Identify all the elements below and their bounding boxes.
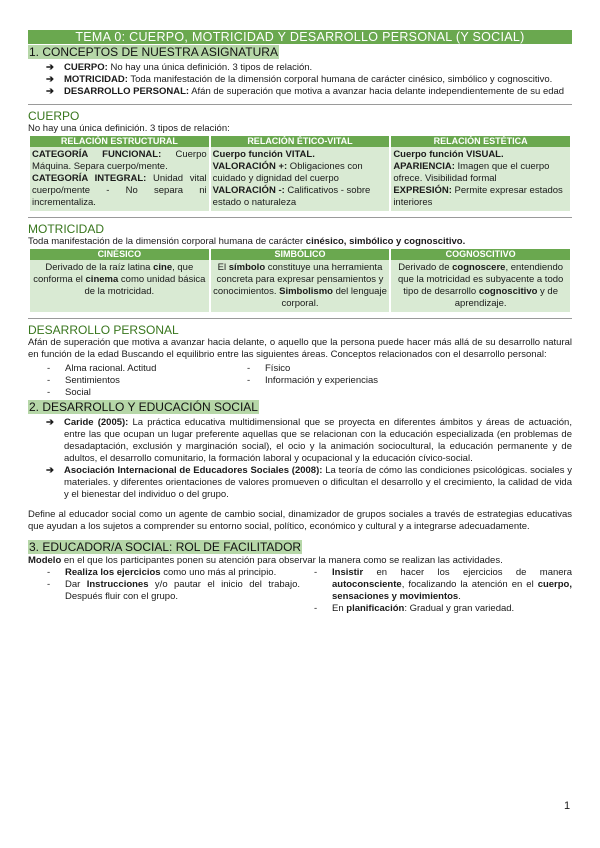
list-item: - Información y experiencias — [247, 375, 378, 386]
section-2-list — [46, 417, 572, 501]
list-item: ➔ MOTRICIDAD: Toda manifestación de la dimensión corporal humana de carácter cinésico, simbólico y cognoscitivo. — [46, 74, 553, 85]
list-item: ➔ Asociación Internacional de Educadores Sociales (2008): La teoría de cómo las condiciones psicológicas. sociales y materiales. y diferentes orientaciones de valores promueven o dificultan el desarrollo y el crecimiento, la calidad de vida y el bienestar del individuo o del grupo. — [46, 465, 572, 500]
section-2 — [28, 399, 572, 533]
list-item: - Realiza los ejercicios como uno más al principio. — [47, 567, 277, 578]
educador-definition: Define al educador social como un agente de cambio social, dinamizador de grupos sociales a través de estrategias educativas que ayudan a los sujetos a comprender su entorno social, político, económico y cultural y a integrarse adecuadamente. — [28, 509, 572, 532]
table-cell: Derivado de la raíz latina cine, que conforma el cinema como unidad básica de la motricidad. — [30, 260, 209, 312]
desarrollo-text: Afán de superación que motiva a avanzar hacia delante, o aquello que la persona puede hacer más allá de su desarrollo natural en función de la edad Buscando el equilibrio entre las siguientes áreas. Conceptos relacionados con el desarrollo personal: — [28, 337, 572, 360]
table-header: RELACIÓN ESTÉTICA — [391, 136, 570, 147]
list-item: ➔ DESARROLLO PERSONAL: Afán de superación que motiva a avanzar hacia delante independientemente de su edad — [46, 86, 565, 97]
motricidad-section — [28, 222, 572, 312]
list-item: ➔ Caride (2005): La práctica educativa multidimensional que se proyecta en diferentes ámbitos y áreas de actuación, entre las que ocupan un lugar preferente aquellas que se relacionan con la educación especializada (en problemas de desadaptación, exclusión y marginación social), el ocio y la animación sociocultural, la educación permanente y de adultos, el desarrollo comunitario, la formación laboral y ocupacional y la educación cívico-social. — [46, 417, 572, 464]
cuerpo-intro: No hay una única definición. 3 tipos de relación: — [28, 123, 230, 134]
arrow-icon: ➔ — [46, 62, 54, 73]
table-header: COGNOSCITIVO — [391, 249, 570, 260]
section-1 — [28, 44, 572, 98]
section-3-intro: Modelo en el que los participantes ponen su atención para observar la manera como se realizan las actividades. — [28, 555, 503, 566]
desarrollo-section — [28, 323, 572, 399]
table-cell: El símbolo constituye una herramienta concreta para expresar pensamientos y conocimientos. Simbolismo del lenguaje corporal. — [211, 260, 390, 312]
list-item: - Insistir en hacer los ejercicios de manera autoconsciente, focalizando la atención en el cuerpo, sensaciones y movimientos. — [314, 567, 572, 602]
list-item: - En planificación: Gradual y gran variedad. — [314, 603, 515, 614]
list-item: - Dar Instrucciones y/o pautar el inicio del trabajo. Después fluir con el grupo. — [47, 579, 301, 602]
desarrollo-title: DESARROLLO PERSONAL — [28, 323, 179, 337]
table-cell: Cuerpo función VITAL. VALORACIÓN +: Obligaciones con cuidado y dignidad del cuerpo VALORACIÓN -: Calificativos - sobre estado o naturaleza — [211, 147, 390, 211]
arrow-icon: ➔ — [46, 417, 54, 428]
list-item: - Físico — [247, 363, 291, 374]
table-header: RELACIÓN ÉTICO-VITAL — [211, 136, 390, 147]
page — [28, 30, 572, 615]
divider — [28, 217, 572, 218]
list-item: ➔ CUERPO: No hay una única definición. 3 tipos de relación. — [46, 62, 313, 73]
arrow-icon: ➔ — [46, 74, 54, 85]
divider — [28, 104, 572, 105]
table-cell: Cuerpo función VISUAL. APARIENCIA: Imagen que el cuerpo ofrece. Visibilidad formal EXPRESIÓN: Permite expresar estados interiores — [391, 147, 570, 211]
arrow-icon: ➔ — [46, 465, 54, 476]
section-1-title: 1. CONCEPTOS DE NUESTRA ASIGNATURA — [29, 45, 278, 59]
cuerpo-table — [28, 136, 572, 211]
facilitador-columns — [28, 567, 572, 615]
motricidad-intro: Toda manifestación de la dimensión corporal humana de carácter cinésico, simbólico y cognoscitivo. — [28, 236, 466, 247]
table-header: CINÉSICO — [30, 249, 209, 260]
areas-left-list — [28, 363, 228, 399]
section-3 — [28, 539, 572, 615]
divider — [28, 318, 572, 319]
table-header: RELACIÓN ESTRUCTURAL — [30, 136, 209, 147]
section-2-title: 2. DESARROLLO Y EDUCACIÓN SOCIAL — [29, 400, 258, 414]
cuerpo-title: CUERPO — [28, 109, 80, 123]
facilitador-right-list — [314, 567, 572, 615]
motricidad-table — [28, 249, 572, 312]
motricidad-title: MOTRICIDAD — [28, 222, 104, 236]
page-number: 1 — [564, 800, 571, 812]
list-item: - Alma racional. Actitud — [47, 363, 157, 374]
document-title-banner: TEMA 0: CUERPO, MOTRICIDAD Y DESARROLLO PERSONAL (Y SOCIAL) — [28, 30, 572, 44]
facilitador-left-list — [28, 567, 314, 615]
areas-right-list — [228, 363, 378, 399]
table-cell: Derivado de cognoscere, entendiendo que la motricidad es subyacente a todo tipo de desarrollo cognoscitivo y de aprendizaje. — [391, 260, 570, 312]
section-3-title: 3. EDUCADOR/A SOCIAL: ROL DE FACILITADOR — [29, 540, 302, 554]
list-item: - Social — [47, 387, 91, 398]
desarrollo-areas — [28, 363, 572, 399]
list-item: - Sentimientos — [47, 375, 120, 386]
table-header: SIMBÓLICO — [211, 249, 390, 260]
arrow-icon: ➔ — [46, 86, 54, 97]
section-1-list — [46, 62, 572, 98]
table-cell: CATEGORÍA FUNCIONAL: Cuerpo Máquina. Separa cuerpo/mente. CATEGORÍA INTEGRAL: Unidad vital cuerpo/mente - No separa ni incrementaliza. — [30, 147, 209, 211]
cuerpo-section — [28, 109, 572, 211]
